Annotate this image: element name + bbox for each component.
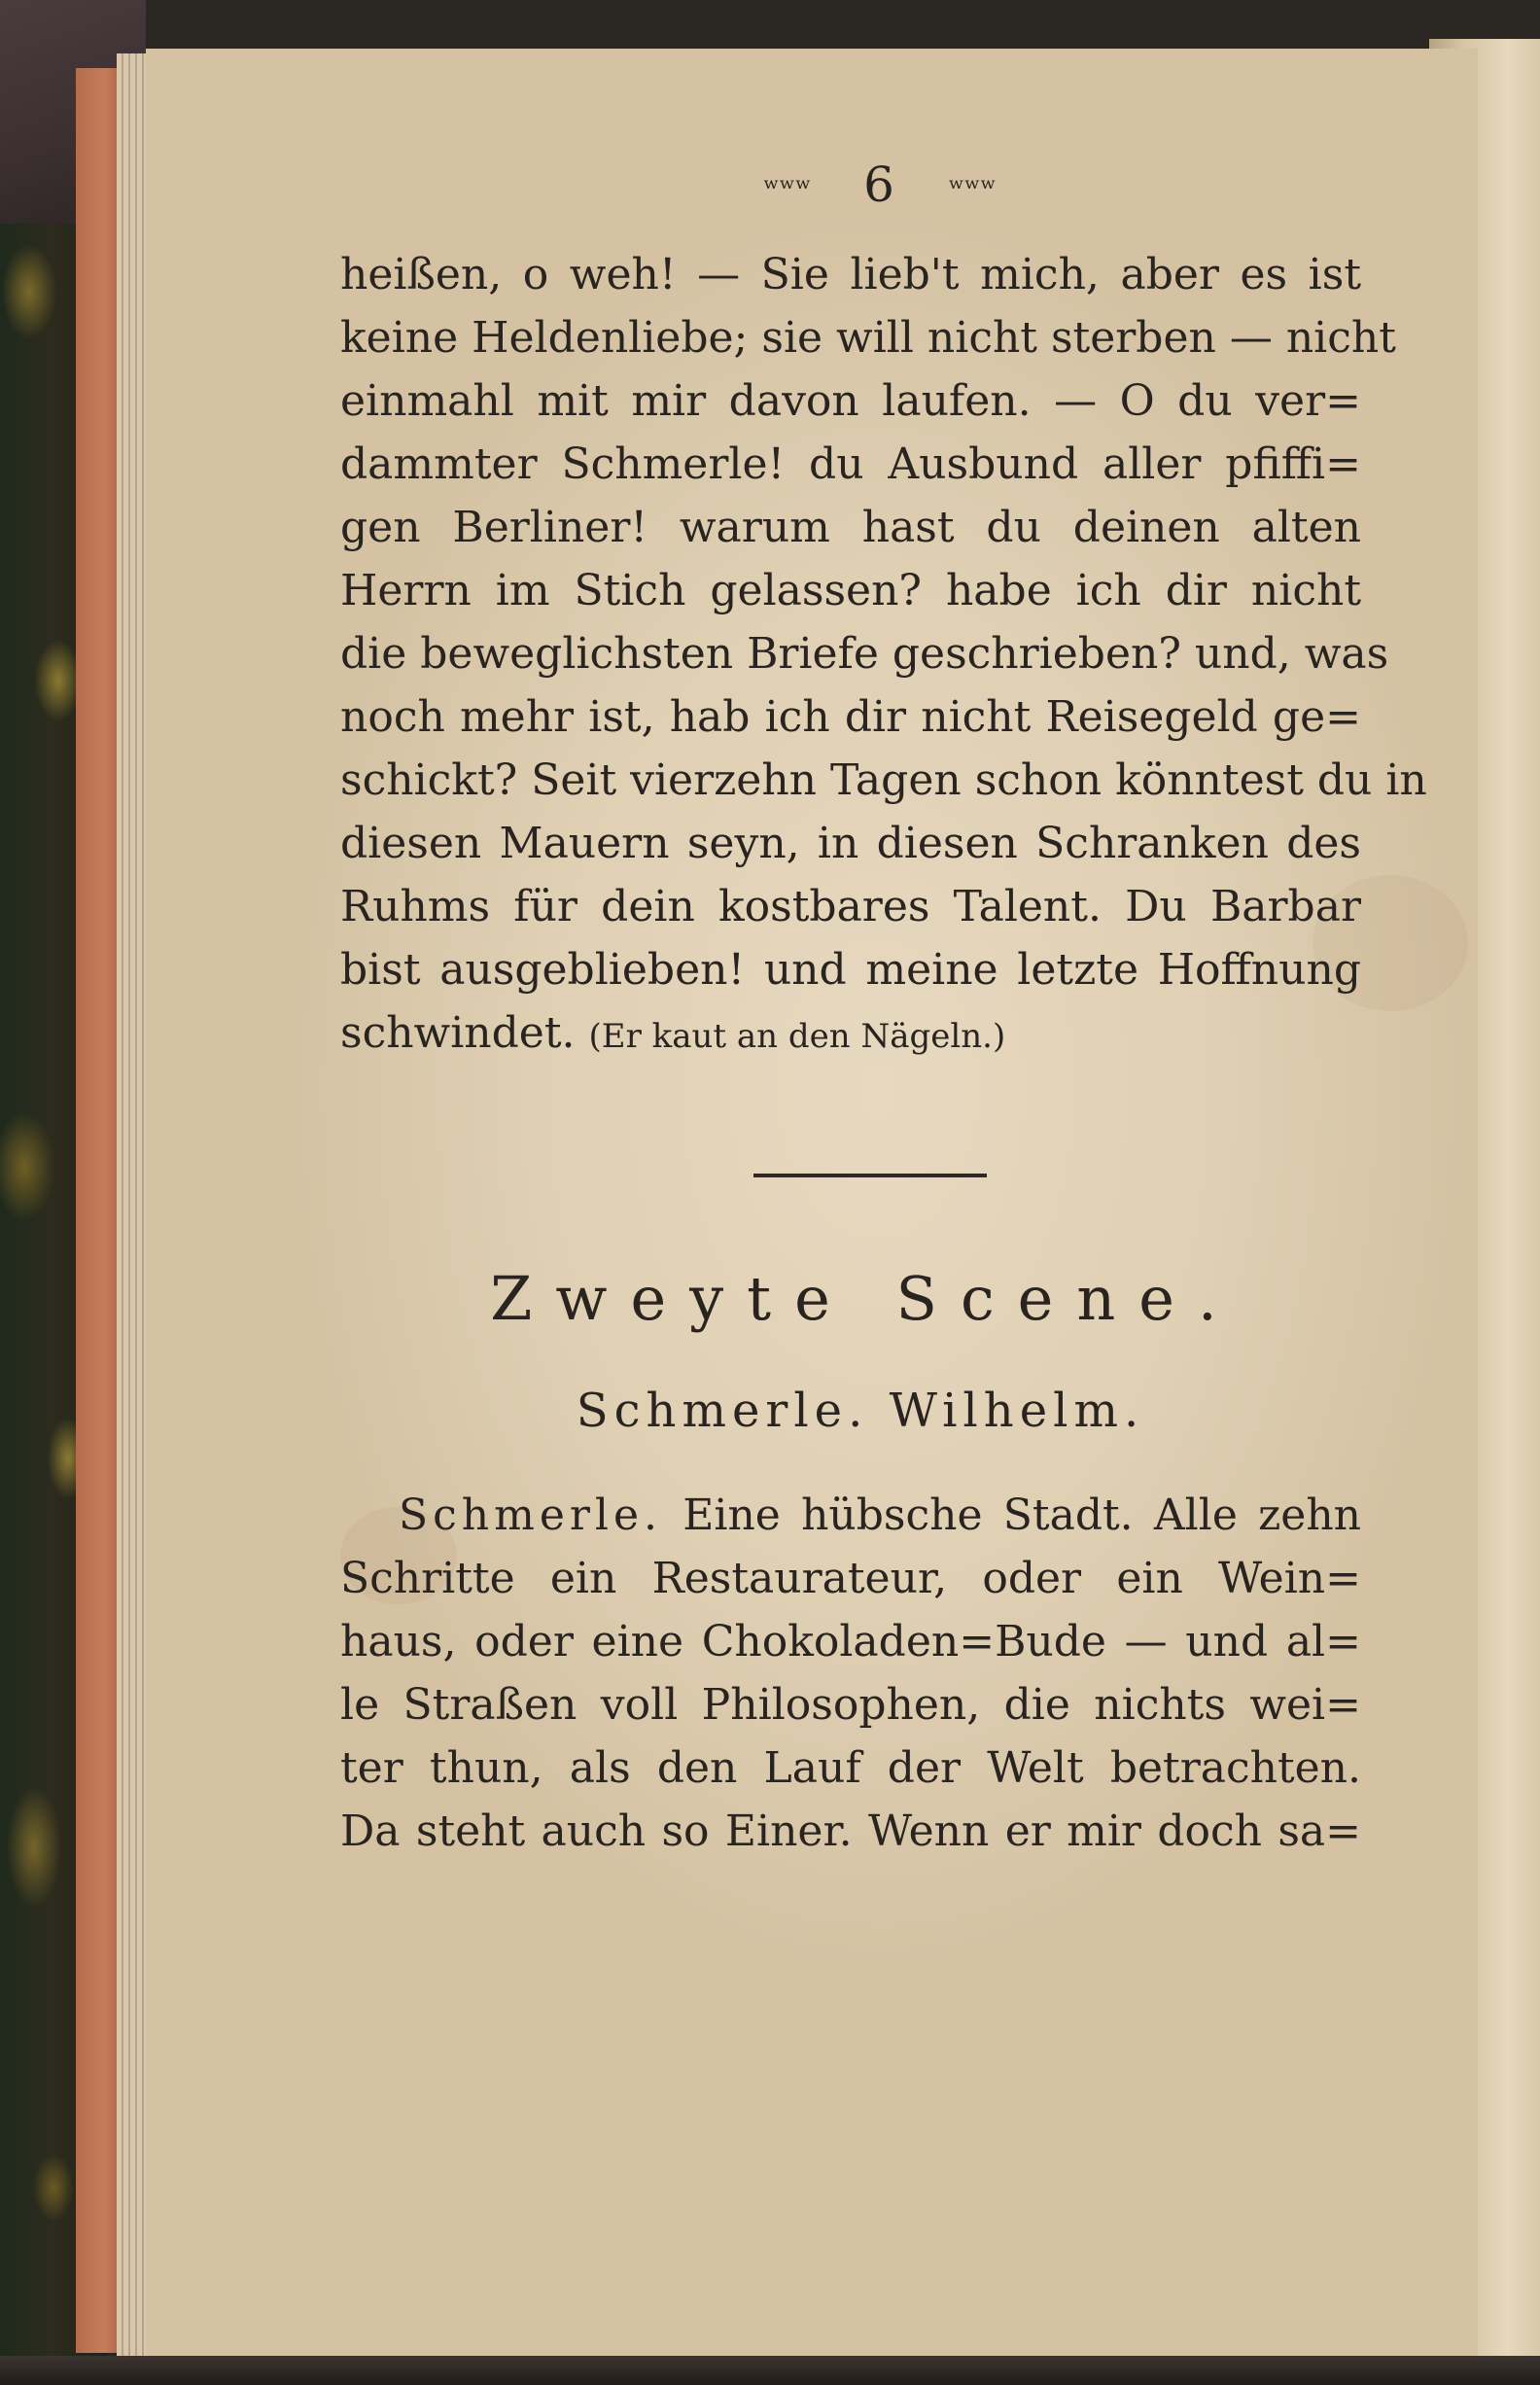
ornament-right: ʷʷʷ [948, 172, 997, 204]
ornament-left: ʷʷʷ [763, 172, 812, 204]
running-head [340, 156, 1361, 214]
text-line: die beweglichsten Briefe geschrieben? und, was [340, 629, 1389, 679]
speech-text: Eine hübsche Stadt. Alle zehn [682, 1491, 1361, 1540]
text-line: keine Heldenliebe; sie will nicht sterben — nicht [340, 313, 1396, 363]
text-line: le Straßen voll Philosophen, die nichts wei= [340, 1680, 1361, 1730]
text-line: bist ausgeblieben! und meine letzte Hoffnung [340, 945, 1361, 995]
stage-direction: (Er kaut an den Nägeln.) [588, 1017, 1006, 1056]
monologue-paragraph [340, 243, 1427, 1069]
page-number: 6 [863, 157, 896, 213]
text-line: schickt? Seit vierzehn Tagen schon könntest du in [340, 755, 1427, 805]
page-text [340, 156, 1427, 1863]
text-line: dammter Schmerle! du Ausbund aller pfiffi= [340, 439, 1361, 489]
text-line: ter thun, als den Lauf der Welt betrachten. [340, 1743, 1361, 1793]
text-line: gen Berliner! warum hast du deinen alten [340, 503, 1361, 552]
text-line-last [340, 1001, 1361, 1069]
section-divider [753, 1174, 987, 1177]
text-line: heißen, o weh! — Sie lieb't mich, aber es ist [340, 250, 1361, 299]
speech-first-line [340, 1484, 1361, 1547]
text-line: Da steht auch so Einer. Wenn er mir doch sa= [340, 1806, 1361, 1856]
text-last-word: schwindet. [340, 1008, 576, 1058]
scene-cast: Schmerle. Wilhelm. [576, 1384, 1145, 1438]
text-line: Herrn im Stich gelassen? habe ich dir nicht [340, 566, 1361, 615]
text-line: einmahl mit mir davon laufen. — O du ver= [340, 376, 1361, 426]
text-line: diesen Mauern seyn, in diesen Schranken des [340, 819, 1361, 868]
text-line: noch mehr ist, hab ich dir nicht Reisegeld ge= [340, 692, 1361, 742]
text-line: haus, oder eine Chokoladen=Bude — und al= [340, 1617, 1361, 1666]
book-cover-bottom-edge [0, 2356, 1540, 2385]
text-line: Schritte ein Restaurateur, oder ein Wein= [340, 1554, 1361, 1603]
speech-paragraph [340, 1484, 1361, 1863]
scene-title: Zweyte Scene. [490, 1263, 1241, 1334]
speaker-name: Schmerle. [399, 1491, 663, 1540]
text-line: Ruhms für dein kostbares Talent. Du Barbar [340, 882, 1361, 931]
